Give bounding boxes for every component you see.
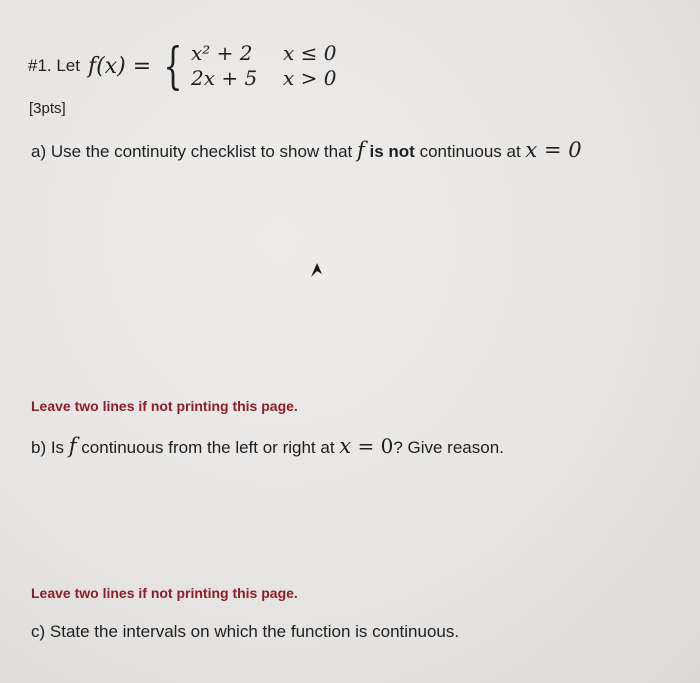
piecewise-cases: [191, 41, 353, 91]
part-b-question: [31, 434, 504, 458]
mouse-pointer-icon: [309, 262, 323, 278]
part-b-eq-var: x: [339, 434, 352, 458]
part-a-equation: x = 0: [525, 138, 582, 162]
problem-label: #1. Let: [28, 56, 80, 75]
points-label: [3pts]: [29, 100, 66, 117]
function-lhs: f(x) =: [88, 53, 152, 79]
part-a-question: [31, 138, 582, 162]
leave-lines-note-2: Leave two lines if not printing this page.: [31, 585, 298, 601]
case-2-expression: 2x + 5: [190, 66, 258, 90]
part-b-eq-rest: = 0: [351, 434, 394, 458]
part-b-var: f: [68, 434, 77, 458]
problem-statement: [28, 38, 353, 94]
part-b-suffix: ? Give reason.: [393, 438, 504, 457]
leave-lines-note-1: Leave two lines if not printing this page.: [31, 398, 298, 414]
part-a-var: f: [357, 138, 365, 162]
case-2-condition: x > 0: [282, 66, 337, 90]
part-a-emphasis: is not: [364, 142, 415, 161]
part-a-prefix: a) Use the continuity checklist to show that: [31, 142, 357, 161]
part-c-question: c) State the intervals on which the function is continuous.: [31, 622, 460, 641]
part-a-suffix: continuous at: [414, 142, 526, 161]
case-1-expression: x² + 2: [190, 41, 253, 65]
part-b-prefix: b) Is: [31, 438, 69, 457]
piecewise-brace: {: [163, 37, 183, 95]
part-b-middle: continuous from the left or right at: [76, 438, 340, 457]
case-1-condition: x ≤ 0: [282, 41, 337, 65]
